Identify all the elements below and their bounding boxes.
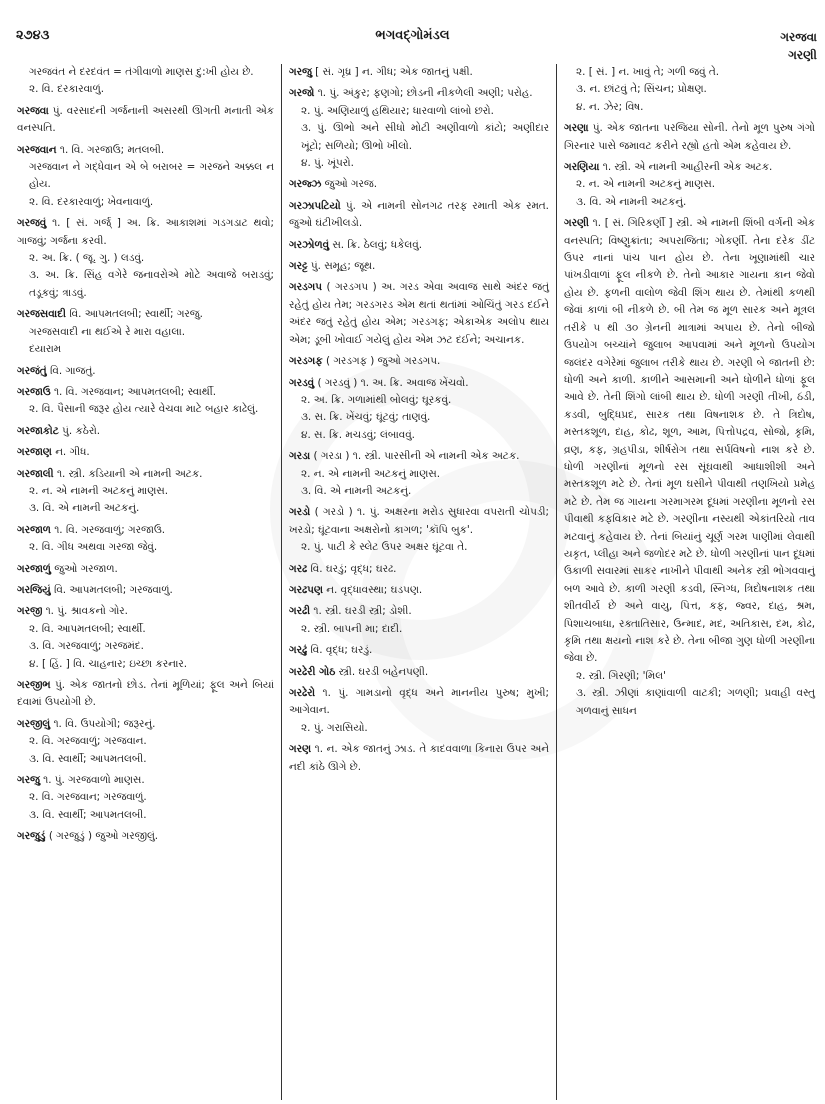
dictionary-entry [289,64,549,81]
definition: ૧. સ્ત્રી. એ નામની આહીરની એક અટક. [602,161,773,174]
headword: ગરજિયું [17,583,51,596]
dictionary-entry [17,306,274,358]
definition-sense: ૩. વિ. એ નામની અટકનું. [29,502,140,515]
dictionary-entry [564,120,815,155]
definition-sense: ૨. સ્ત્રી. બાપની મા; દાદી. [301,622,403,635]
headword: ગરજ્ઝ [289,178,322,191]
headword: ગરણ [289,743,312,756]
definition: ૧. વિ. ગરજવાન; આપમતલબી; સ્વાર્થી. [53,385,217,398]
dictionary-entry [289,582,549,599]
headword: ગરજીલું [17,717,51,730]
headword: ગરણિયા [564,161,600,174]
dictionary-entry [17,677,274,712]
definition: ૧. પું. શ્રાવકનો ગોર. [45,605,128,618]
dictionary-entry [17,423,274,440]
definition-sense: ૪. સ. ક્રિ. મચડવું; લંબાવવું. [301,428,415,441]
definition-sense: ૨. પું. પાટી કે સ્લેટ ઉપર અક્ષર ઘૂંટવા તે. [301,541,468,554]
definition-sense: ૨. પું. ગરાસિયો. [301,721,368,734]
definition-sense: ૩. વિ. સ્વાર્થી; આપમતલબી. [29,752,147,765]
guide-words [780,28,817,64]
dictionary-entry [289,353,549,370]
dictionary-entry [289,664,549,681]
headword: ગરજુડું [17,830,46,843]
dictionary-entry [17,444,274,461]
headword: ગરઢ [289,562,308,575]
headword: ગરઢેરી ગોઠ [289,665,336,678]
dictionary-entry [17,603,274,673]
definition: જુઓ ગરજાળ. [54,562,118,575]
definition-sense: ૨. ન. એ નામની અટકનું માણસ. [576,178,716,191]
definition-sense: ૨. વિ. ગરજવાન; ગરજવાળું. [29,791,147,804]
dictionary-entry [289,504,549,556]
definition-sense: ૨. વિ. દરકારવાળું. [29,83,104,96]
definition-sense: ૩. વિ. એ નામની અટકનું. [576,195,687,208]
definition: ન. ગીધ. [55,446,90,459]
column-right [557,64,822,1100]
dictionary-entry [17,772,274,824]
definition: ( ગરડગફ ) જુઓ ગરડગપ. [325,355,441,368]
definition: વિ. વૃદ્ધ; ઘરડું. [310,644,373,657]
headword: ગરજી [17,605,43,618]
definition-sense: ૨. ન. એ નામની અટકનું માણસ. [29,484,169,497]
definition-sense: ૨. અ. ક્રિ. ( જૂ. ગુ. ) લડવું. [29,252,145,265]
definition: ( ગરડવું ) ૧. અ. ક્રિ. અવાજ ખેંચવો. [317,376,469,389]
headword: ગરજુ [17,774,40,787]
definition-sense: ગરજવંત ને દરદવંત = તંગીવાળો માણસ દુ:ખી હોય છે. [29,66,254,78]
dictionary-entry [17,215,274,302]
headword: ગરજસવાદી [17,308,67,321]
dictionary-entry [564,215,815,720]
definition: ( ગરડગપ ) અ. ગરડ એવા અવાજ સાથે અંદર જતું રહેતું હોય તેમ; ગરડગરડ એમ થતાં થતાંમાં ઓચિંતું ગરડ દઈને અંદર જતું રહેતું હોય એમ; ગરડગફ; એકાએક અલોપ થાય એમ; ડૂબી ખોવાઈ ગયેલું હોય એમ ઝટ દઈને; અચાનક. [289,281,549,346]
headword: ગરણી [564,217,589,230]
dictionary-entry [564,159,815,211]
headword: ગરડા [289,450,311,463]
headword: ગરજો [289,87,315,100]
page-number: ૨૭૪૩ [16,28,50,43]
definition-sense: ૨. [ સં. ] ન. ખાવું તે; ગળી જવું તે. [576,66,720,78]
definition: જુઓ ગરજ. [324,178,378,191]
definition-sense: ૨. સ્ત્રી. ગિરણી; 'મિલ' [576,669,666,682]
dictionary-entry [17,142,274,212]
dictionary-entry [17,582,274,599]
headword: ગરજાળું [17,562,51,575]
headword: ગરડગપ [289,281,322,294]
headword: ગરજવું [17,217,47,230]
definition-sense: ૨. વિ. દરકારવાળું; ખેવનાવાળું. [29,195,154,208]
definition-sense: ૨. વિ. પૈસાની જરૂર હોય ત્યારે વેચવા માટે બહાર કાઢેલું. [29,403,259,416]
dictionary-entry [17,384,274,419]
definition-sense: ૨. વિ. ગરજવાળું; ગરજવાન. [29,735,147,748]
headword: ગરઝાપટિયો [289,199,341,212]
definition-sense: ૪. પું. ખૂંપરો. [301,157,354,170]
dictionary-entry [17,466,274,518]
dictionary-entry [17,522,274,557]
dictionary-entry [289,741,549,776]
definition: ૧. વિ. ઉપયોગી; જરૂરનું. [53,717,156,730]
column-middle [281,64,557,1100]
definition: પું. કઠેરો. [62,424,101,437]
headword: ગરઢી [289,605,311,618]
definition-sense: ૨. અ. ક્રિ. ગળામાંથી બોલવું; ઘૂરકવું. [301,393,452,406]
definition: વિ. આપમતલબી; સ્વાર્થી; ગરજુ. [69,308,203,321]
definition-sense: ૩. અ. ક્રિ. સિંહ વગેરે જનાવરોએ મોટે અવાજે બરાડવું; તડૂકવું; ત્રાડવું. [29,269,274,299]
dictionary-entry [289,561,549,578]
dictionary-columns [10,64,822,1100]
definition-sense: ૨. વિ. આપમતલબી; સ્વાર્થી. [29,622,146,635]
dictionary-entry [17,363,274,380]
headword: ગરજાઉ [17,385,51,398]
headword: ગરજુ [289,66,312,78]
definition-sense: ગરજસવાદી ના થઈએ રે મારા વહાલા. [29,325,186,338]
guide-word-first: ગરજવા [780,30,817,44]
definition: વિ. ઘરડું; વૃદ્ધ; ઘરઢ. [310,562,397,575]
definition-sense: દયારામ [29,343,62,356]
dictionary-entry [289,198,549,233]
definition: સ્ત્રી. ઘરડી બહેનપણી. [338,665,429,678]
column-left [10,64,281,1100]
dictionary-entry [17,64,274,99]
definition: ( ગરડા ) ૧. સ્ત્રી. પારસીની એ નામની એક અટક. [313,450,520,463]
definition: ૧. પું. ગરજવાળો માણસ. [43,774,145,787]
definition: વિ. ગાજતું. [50,364,96,377]
headword: ગરડવું [289,376,315,389]
definition: પું. એક જાતના પરજિયા સોની. તેનો મૂળ પુરુષ ગંગો ગિરનાર પાસે જમાવટ કરીને રહ્યો હતો એમ કહેવાય છે. [564,122,815,152]
definition: પું. સમૂહ; જૂથ. [310,260,376,273]
definition: ૧. પું. ગામડાનો વૃદ્ધ અને માનનીય પુરુષ; મુખી; આગેવાન. [289,687,549,717]
definition: પું. એ નામની સોનગઢ તરફ રમાતી એક રમત. જુઓ ઘંટીખીલડો. [289,199,549,230]
headword: ગરઢું [289,644,308,657]
definition: ૧. [ સં. ગિરિકર્ણી ] સ્ત્રી. એ નામની શિંબી વર્ગની એક વનસ્પતિ; વિષ્ણુક્રાંતા; અપરાજિતા; ગોકર્ણી. તેના દરેક ડીંટ ઉપર નાનાં પાંચ પાન હોય છે. તેના ખૂણામાંથી ચાર પાંખડીવાળાં ફૂલ નીકળે છે. તેનો આકાર ગાયના કાન જેવો હોય છે. ફળની વાલોળ જેવી શિંગ થાય છે. તેમાંથી કળથી જેવાં કાળાં બી નીકળે છે. બી તેમ જ મૂળ સારક અને મૂત્રલ તરીકે ૫ થી ૩૦ ગ્રેનની માત્રામાં અપાય છે. તેનો બીજો ઉપયોગ બચ્ચાંને જુલાબ આપવામાં અને મૂળનો ઉપયોગ જલંદર વગેરેમાં જુલાબ તરીકે થાય છે. ગરણી બે જાતની છે: ધોળી અને કાળી. કાળીને આસમાની અને ધોળીને ધોળાં ફૂલ આવે છે. તેની શિંગો લાંબી થાય છે. ધોળી ગરણી તીખી, ઠંડી, કડવી, બુદ્ધિપ્રદ, સારક તથા વિષનાશક છે. તે ત્રિદોષ, મસ્તકશૂળ, દાહ, કોઢ, શૂળ, આમ, પિત્તોપદ્રવ, સોજો, કૃમિ, વ્રણ, કફ, ગ્રહપીડા, શીર્ષરોગ તથા સર્પવિષનો નાશ કરે છે. ધોળી ગરણીનાં મૂળનો રસ સૂંઘવાથી આધાશીશી અને મસ્તકશૂળ મટે છે. તેનાં મૂળ ઘસીને પીવાથી તણખિયો પ્રમેહ મટે છે. તેમ જ ગાયના ગરમાગરમ દૂધમાં ગરણીના મૂળનો રસ પીવાથી કફવિકાર મટે છે. ગરણીના નસ્યથી એકાંતરિયો તાવ મટવાનું કહેવાય છે. તેનાં બિયાંનું ચૂર્ણ ગરમ પાણીમાં લેવાથી યકૃત, પ્લીહા અને જળોદર મટે છે. ધોળી ગરણીનાં પાન દૂધમાં ઉકાળી સવારમાં સાકર નાખીને પીવાથી અનેક સ્ત્રી ભોગવવાનું બળ આવે છે. કાળી ગરણી કડવી, સ્નિગ્ધ, ત્રિદોષનાશક તથા શીતવીર્ય છે અને વાયુ, પિત્ત, કફ, જ્વર, દાહ, શ્રમ, પિશાચબાધા, રક્તાતિસાર, ઉન્માદ, મદ, અતિકાસ, દમ, કોઢ, કૃમિ તથા ક્ષયનો નાશ કરે છે. તેના બીજા ગુણ ધોળી ગરણીના જેવા છે. [564,217,815,665]
dictionary-entry [289,237,549,254]
definition: ૧. [ સં. ગર્જ્ ] અ. ક્રિ. આકાશમાં ગડગડાટ થવો; ગાજવું; ગર્જના કરવી. [17,217,274,247]
dictionary-entry [289,85,549,172]
definition-sense: ગરજવાન ને ગદ્ધેવાન એ બે બરાબર = ગરજને અક્કલ ન હોય. [29,161,274,191]
definition-sense: ૩. વિ. સ્વાર્થી; આપમતલબી. [29,808,147,821]
definition: ૧. વિ. ગરજવાળું; ગરજાઉ. [54,523,166,536]
definition-sense: ૨. વિ. ગીધ અથવા ગરજા જેવું. [29,541,158,554]
definition: [ સં. ગૃધ્ર ] ન. ગીધ; એક જાતનું પક્ષી. [315,66,473,78]
headword: ગરજવાન [17,143,57,156]
dictionary-entry [289,642,549,659]
headword: ગરજવા [17,104,49,117]
definition-sense: ૨. પું. અણિયાળું હથિયાર; ધારવાળો લાંબો છરો. [301,104,494,117]
dictionary-entry [289,258,549,275]
definition: ( ગરડો ) ૧. પું. અક્ષરના મરોડ સુધારવા વપરાતી ચોપડી; ખરડો; ઘૂંટવાના અક્ષરોનો કાગળ; 'કૉપિ બુક'. [289,506,549,536]
headword: ગરણા [564,122,589,135]
dictionary-entry [289,279,549,349]
headword: ગરજાળ [17,523,51,536]
headword: ગરજાલી [17,467,54,480]
dictionary-entry [564,64,815,116]
dictionary-entry [17,716,274,768]
definition: વિ. આપમતલબી; ગરજવાળું. [53,583,173,596]
dictionary-entry [17,103,274,138]
running-title: ભગવદ્ગોમંડલ [375,28,450,43]
headword: ગરઢેરો [289,687,316,699]
headword: ગરજાણ [17,446,52,459]
definition: ન. વૃદ્ધાવસ્થા; ઘડપણ. [326,583,423,596]
headword: ગરડગફ [289,355,323,368]
dictionary-entry [289,603,549,638]
definition: ૧. ન. એક જાતનું ઝાડ. તે કાદવવાળા કિનારા ઉપર અને નદી કાંઠે ઊગે છે. [289,743,549,773]
dictionary-entry [289,685,549,737]
definition: ( ગરજુડું ) જુઓ ગરજીલું. [48,830,159,843]
definition-sense: ૩. સ્ત્રી. ઝીણાં કાણાંવાળી વાટકી; ગળણી; પ્રવાહી વસ્તુ ગળવાનું સાધન [576,687,815,717]
headword: ગરઢપણ [289,583,323,596]
definition-sense: ૪. ન. ઝેર; વિષ. [576,100,644,113]
definition-sense: ૩. સ. ક્રિ. ખેંચવું; ઘૂંટવું; તાણવું. [301,411,431,424]
definition-sense: ૩. વિ. ગરજવાળું; ગરજમંદ. [29,640,144,653]
guide-word-last: ગરણી [788,48,817,62]
definition-sense: ૩. ન. છાંટવું તે; સિંચન; પ્રોક્ષણ. [576,83,707,96]
dictionary-entry [289,448,549,500]
definition-sense: ૪. [ હિં. ] વિ. ચાહનાર; ઇચ્છા કરનાર. [29,657,188,670]
definition: ૧. વિ. ગરજાઉ; મતલબી. [59,143,165,156]
definition: ૧. પું. અંકુર; ફણગો; છોડની નીકળેલી અણી; પરોહ. [317,87,533,100]
definition: ૧. સ્ત્રી. કડિયાની એ નામની અટક. [56,467,203,480]
dictionary-entry [17,561,274,578]
definition: સ. ક્રિ. ઠેલવું; ધકેલવું. [332,238,423,251]
definition: પું. વરસાદની ગર્જનાની અસરથી ઊગતી મનાતી એક વનસ્પતિ. [17,104,274,135]
definition-sense: ૨. ન. એ નામની અટકનું માણસ. [301,467,441,480]
definition-sense: ૩. પું. ઊભો અને સીધો મોટી અણીવાળો કાંટો; અણીદાર ખૂંટો; સળિયો; ઊભો ખીલો. [301,122,549,152]
definition: ૧. સ્ત્રી. ઘરડી સ્ત્રી; ડોશી. [313,605,412,618]
dictionary-entry [17,828,274,845]
headword: ગરજાકોટ [17,424,59,437]
dictionary-entry [289,375,549,445]
headword: ગરઝોળવું [289,238,330,251]
definition: પું. એક જાતનો છોડ. તેનાં મૂળિયાં; ફૂલ અને બિયાં દવામાં ઉપયોગી છે. [17,679,274,709]
headword: ગરડો [289,506,311,519]
definition-sense: ૩. વિ. એ નામની અટકનું. [301,484,412,497]
headword: ગરટ્ટ [289,260,308,273]
headword: ગરજીભ [17,679,51,691]
dictionary-entry [289,176,549,193]
page-header [0,0,825,60]
headword: ગરજંતું [17,364,47,377]
